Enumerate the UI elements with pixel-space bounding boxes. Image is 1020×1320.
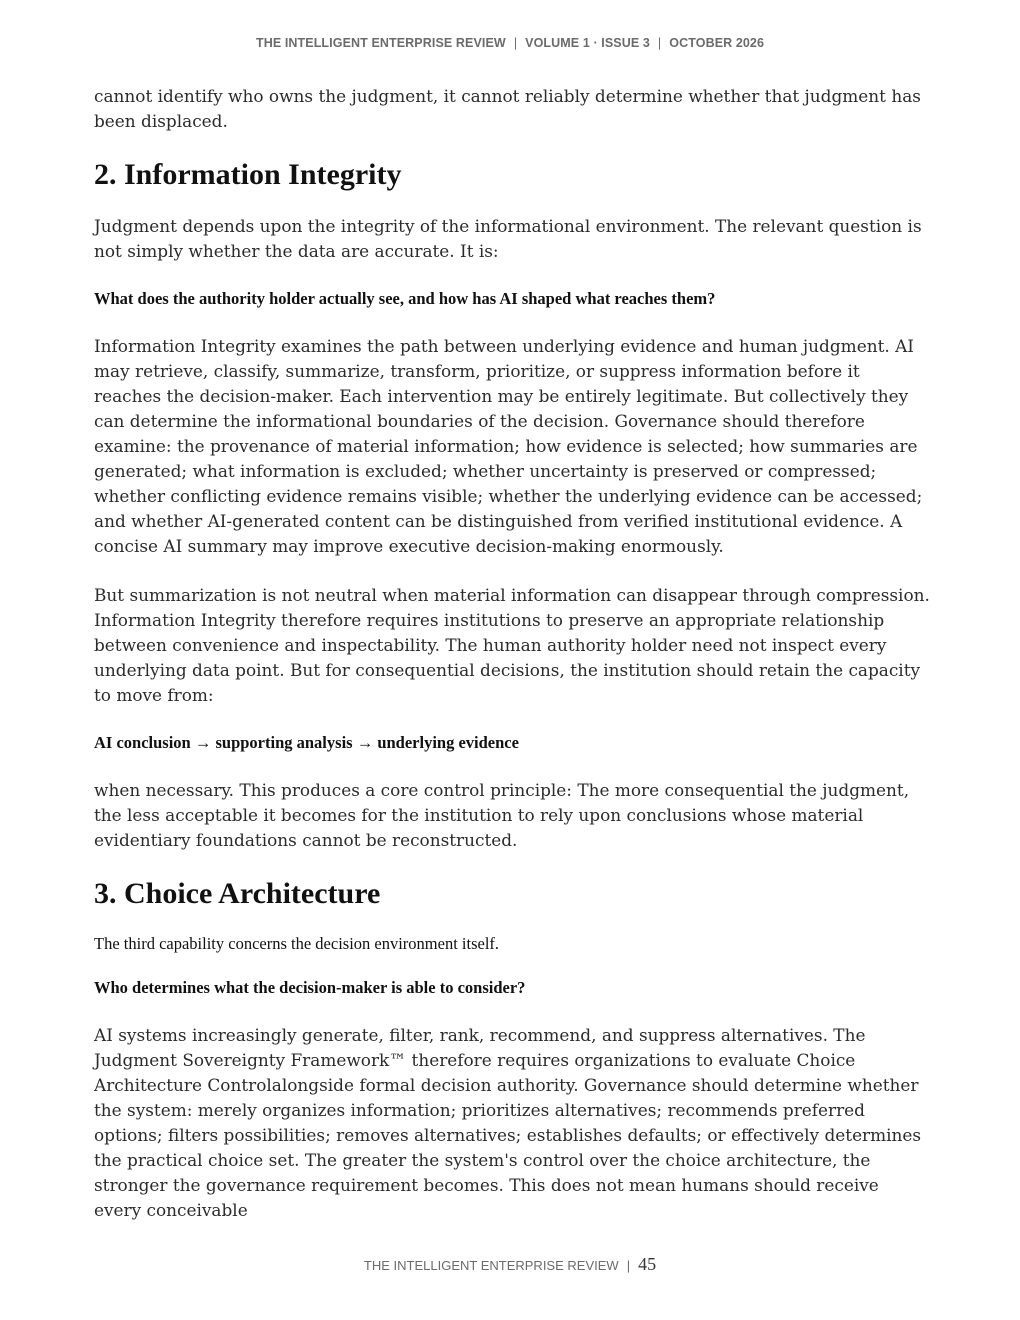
header-publication: THE INTELLIGENT ENTERPRISE REVIEW (255, 36, 506, 50)
section-heading-choice-architecture: 3. Choice Architecture (94, 877, 381, 910)
page-number: 45 (638, 1254, 657, 1274)
key-question: Who determines what the decision-maker is able to consider? (94, 978, 526, 997)
paragraph: Information Integrity examines the path between underlying evidence and human judgment. AI may retrieve, classify, summarize, transform, prioritize, or suppress information before it reaches the decision-maker. Each intervention may be entirely legitimate. But collectively they can determine the informational boundaries of the decision. Governance should therefore examine: the provenance of material information; how evidence is selected; how summaries are generated; what information is excluded; whether uncertainty is preserved or compressed; whether conflicting evidence remains visible; whether the underlying evidence can be accessed; and whether AI-generated content can be distinguished from verified institutional evidence. A concise AI summary may improve executive decision-making enormously. (94, 336, 923, 556)
intro-paragraph: cannot identify who owns the judgment, it cannot reliably determine whether that judgment has been displaced. (94, 86, 921, 131)
section-heading-information-integrity: 2. Information Integrity (94, 158, 402, 191)
header-separator: | (657, 36, 662, 50)
paragraph: The third capability concerns the decision environment itself. (94, 934, 500, 953)
running-header (0, 36, 1020, 50)
page-footer (0, 1254, 1020, 1275)
header-date: OCTOBER 2026 (669, 36, 765, 50)
paragraph: when necessary. This produces a core control principle: The more consequential the judgment, the less acceptable it becomes for the institution to rely upon conclusions whose material evidentiary foundations cannot be reconstructed. (94, 780, 910, 850)
paragraph: But summarization is not neutral when material information can disappear through compression. Information Integrity therefore requires institutions to preserve an appropriate relationship between convenience and inspectability. The human authority holder need not inspect every underlying data point. But for consequential decisions, the institution should retain the capacity to move from: (94, 585, 930, 705)
key-question: What does the authority holder actually see, and how has AI shaped what reaches them? (94, 289, 716, 308)
paragraph: Judgment depends upon the integrity of the informational environment. The relevant question is not simply whether the data are accurate. It is: (94, 216, 922, 261)
footer-separator: | (626, 1258, 631, 1273)
header-issue: VOLUME 1 · ISSUE 3 (525, 36, 650, 50)
article-body (94, 84, 930, 1247)
paragraph: AI systems increasingly generate, filter, rank, recommend, and suppress alternatives. The Judgment Sovereignty Framework™ therefore requires organizations to evaluate Choice Architecture Controlalongside formal decision authority. Governance should determine whether the system: merely organizes information; prioritizes alternatives; recommends preferred options; filters possibilities; removes alternatives; establishes defaults; or effectively determines the practical choice set. The greater the system's control over the choice architecture, the stronger the governance requirement becomes. This does not mean humans should receive every conceivable (94, 1025, 922, 1220)
evidence-chain: AI conclusion → supporting analysis → underlying evidence (94, 733, 519, 752)
footer-publication: THE INTELLIGENT ENTERPRISE REVIEW (363, 1258, 619, 1273)
header-separator: | (513, 36, 518, 50)
